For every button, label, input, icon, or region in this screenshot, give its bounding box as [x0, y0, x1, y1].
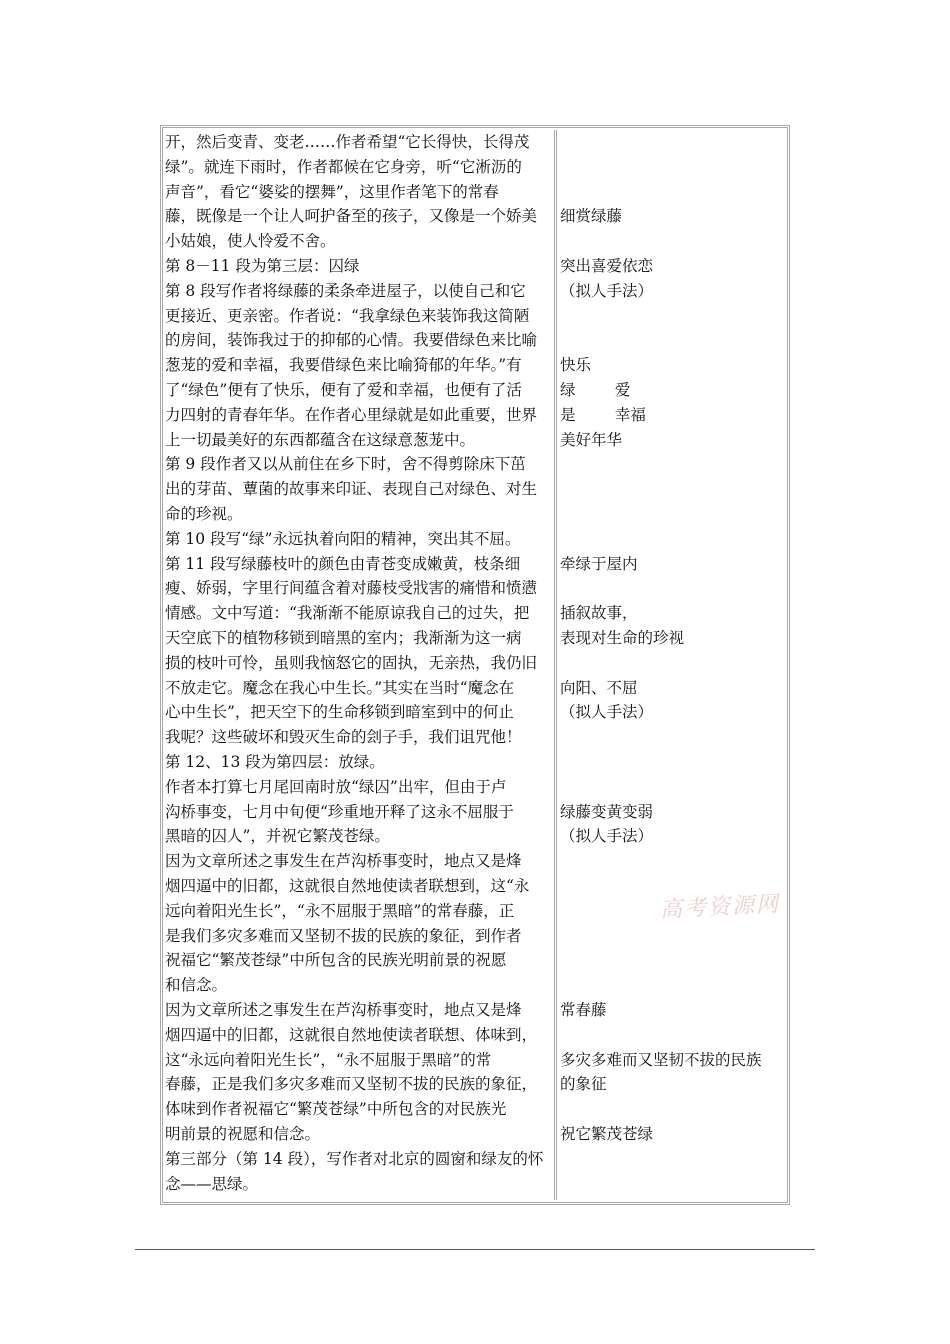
note-line: 多灾多难而又坚韧不拔的民族 — [560, 1050, 762, 1069]
text-line: 烟四逼中的旧都，这就很自然地使读者联想到，这“永 — [165, 877, 530, 895]
note-line: 常春藤 — [560, 1001, 607, 1019]
text-line: 命的珍视。 — [165, 505, 243, 523]
text-line: 损的枝叶可怜，虽则我恼怒它的固执，无亲热，我仍旧 — [165, 653, 538, 672]
text-line: 开，然后变青、变老……作者希望“它长得快，长得茂 — [165, 133, 530, 151]
watermark-text: 高考资源网 — [659, 891, 781, 924]
text-line: 和信念。 — [165, 976, 228, 995]
text-line: 念——思绿。 — [165, 1174, 259, 1193]
text-line: 上一切最美好的东西都蕴含在这绿意葱茏中。 — [165, 430, 476, 449]
text-line: 了“绿色”便有了快乐，便有了爱和幸福，也便有了活 — [165, 381, 522, 399]
text-line: 因为文章所述之事发生在芦沟桥事变时，地点又是烽 — [165, 1001, 522, 1019]
note-line: 的象征 — [560, 1075, 607, 1094]
text-line: 我呢？这些破坏和毁灭生命的刽子手，我们诅咒他！ — [165, 728, 522, 747]
note-line: 是 幸福 — [560, 405, 646, 424]
text-line: 是我们多灾多难而又坚韧不拔的民族的象征，到作者 — [165, 926, 522, 945]
text-line: 第 9 段作者又以从前住在乡下时，舍不得剪除床下茁 — [165, 455, 526, 474]
summary-notes-column — [560, 130, 788, 1200]
text-line: 天空底下的植物移锁到暗黑的室内；我渐渐为这一病 — [165, 629, 522, 647]
text-line: 声音”，看它“婆娑的摆舞”，这里作者笔下的常春 — [165, 182, 499, 201]
text-line: 作者本打算七月尾回南时放“绿囚”出牢，但由于卢 — [165, 777, 507, 796]
text-line: 第 12、13 段为第四层：放绿。 — [165, 753, 385, 771]
note-line: 绿 爱 — [560, 381, 631, 399]
note-line: 突出喜爱依恋 — [560, 257, 654, 275]
text-line: 力四射的青春年华。在作者心里绿就是如此重要，世界 — [165, 405, 538, 424]
analysis-text-column — [165, 130, 557, 1200]
content-table — [160, 125, 790, 1205]
text-line: 这“永远向着阳光生长”，“永不屈服于黑暗”的常 — [165, 1050, 492, 1069]
text-line: 春藤，正是我们多灾多难而又坚韧不拔的民族的象征， — [165, 1075, 538, 1094]
text-line: 心中生长”，把天空下的生命移锁到暗室到中的何止 — [165, 703, 514, 722]
text-line: 黑暗的囚人”，并祝它繁茂苍绿。 — [165, 827, 390, 846]
footer-divider — [135, 1249, 815, 1250]
text-line: 出的芽苗、蕈菌的故事来印证、表现自己对绿色、对生 — [165, 480, 538, 499]
text-line: 明前景的祝愿和信念。 — [165, 1125, 321, 1143]
note-line: （拟人手法） — [560, 281, 654, 300]
text-line: 第 8 段写作者将绿藤的柔条牵进屋子，以使自己和它 — [165, 281, 526, 300]
note-line: 插叙故事， — [560, 604, 638, 623]
text-line: 烟四逼中的旧都，这就很自然地使读者联想、体味到， — [165, 1025, 538, 1044]
text-line: 沟桥事变，七月中旬便“珍重地开释了这永不屈服于 — [165, 802, 514, 821]
text-line: 祝福它“繁茂苍绿”中所包含的民族光明前景的祝愿 — [165, 951, 507, 970]
text-line: 瘦、娇弱，字里行间蕴含着对藤枝受戕害的痛惜和愤懑 — [165, 579, 538, 598]
note-line: （拟人手法） — [560, 703, 654, 722]
text-line: 更接近、更亲密。作者说：“我拿绿色来装饰我这简陋 — [165, 306, 530, 325]
note-line: 快乐 — [560, 356, 592, 375]
text-line: 第 8－11 段为第三层：囚绿 — [165, 257, 360, 275]
text-line: 小姑娘，使人怜爱不舍。 — [165, 232, 336, 251]
note-line: 表现对生命的珍视 — [560, 629, 685, 647]
text-line: 第 11 段写绿藤枝叶的颜色由青苍变成嫩黄，枝条细 — [165, 554, 521, 573]
text-line: 体味到作者祝福它“繁茂苍绿”中所包含的对民族光 — [165, 1100, 507, 1119]
text-line: 第 10 段写“绿”永远执着向阳的精神，突出其不屈。 — [165, 529, 521, 548]
note-line: 绿藤变黄变弱 — [560, 802, 654, 821]
note-line: 美好年华 — [560, 430, 623, 449]
text-line: 绿”。就连下雨时，作者都候在它身旁，听“它淅沥的 — [165, 157, 522, 176]
text-line: 情感。文中写道：“我渐渐不能原谅我自己的过失，把 — [165, 604, 530, 623]
note-line: 向阳、不屈 — [560, 678, 638, 697]
text-line: 的房间，装饰我过于的抑郁的心情。我要借绿色来比喻 — [165, 331, 538, 350]
note-line: 祝它繁茂苍绿 — [560, 1125, 654, 1143]
note-line: 牵绿于屋内 — [560, 554, 638, 573]
text-line: 因为文章所述之事发生在芦沟桥事变时，地点又是烽 — [165, 852, 522, 871]
text-line: 藤，既像是一个让人呵护备至的孩子，又像是一个娇美 — [165, 207, 538, 226]
text-line: 第三部分（第 14 段），写作者对北京的圆窗和绿友的怀 — [165, 1149, 544, 1168]
text-line: 葱茏的爱和幸福，我要借绿色来比喻猗郁的年华。”有 — [165, 356, 522, 375]
text-line: 远向着阳光生长”，“永不屈服于黑暗”的常春藤，正 — [165, 901, 515, 920]
note-line: 细赏绿藤 — [560, 207, 623, 226]
text-line: 不放走它。魔念在我心中生长。”其实在当时“魔念在 — [165, 678, 515, 697]
note-line: （拟人手法） — [560, 827, 654, 846]
